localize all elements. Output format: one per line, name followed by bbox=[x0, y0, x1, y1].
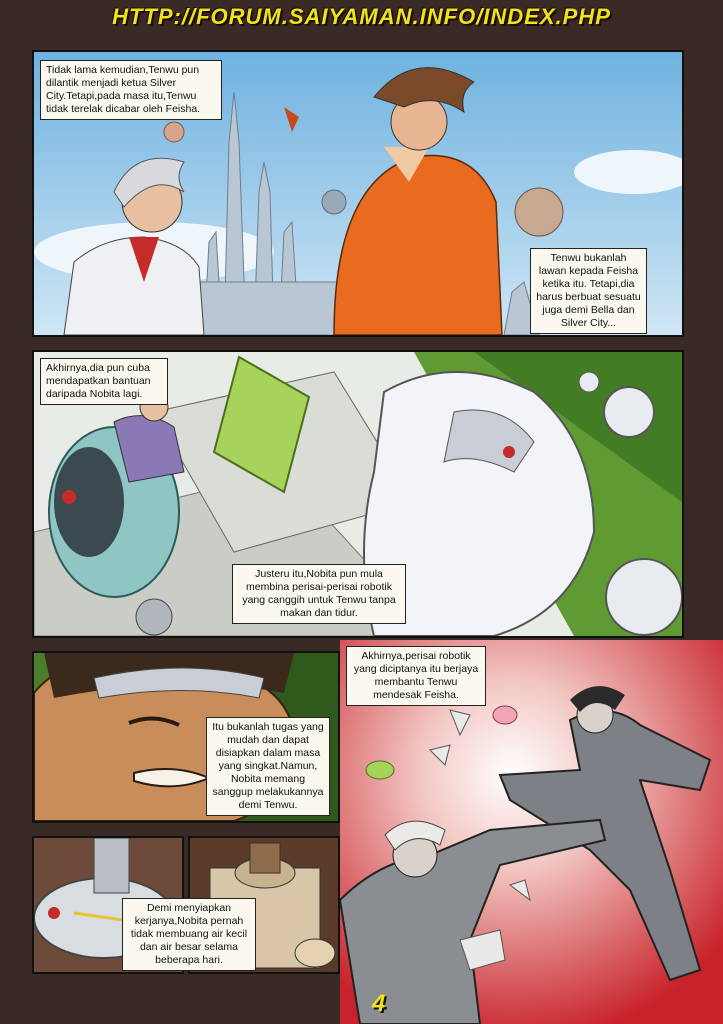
panel-3-face bbox=[32, 651, 340, 823]
panel-2-caption-bottom: Justeru itu,Nobita pun mula membina perisai-perisai robotik yang canggih untuk Tenwu tanpa makan dan tidur. bbox=[232, 564, 406, 624]
panel-1-caption-bottom: Tenwu bukanlah lawan kepada Feisha ketika itu. Tetapi,dia harus berbuat sesuatu juga demi Bella dan Silver City... bbox=[530, 248, 647, 334]
panel-2-caption-top: Akhirnya,dia pun cuba mendapatkan bantuan daripada Nobita lagi. bbox=[40, 358, 168, 405]
forum-url-watermark: HTTP://FORUM.SAIYAMAN.INFO/INDEX.PHP bbox=[112, 4, 611, 29]
panel-1 bbox=[32, 50, 684, 337]
panel-2 bbox=[32, 350, 684, 638]
panel-4-caption: Demi menyiapkan kerjanya,Nobita pernah tidak membuang air kecil dan air besar selama beberapa hari. bbox=[122, 898, 256, 971]
page-number: 4 bbox=[372, 990, 386, 1017]
panel-3-caption-top: Akhirnya,perisai robotik yang diciptanya itu berjaya membantu Tenwu mendesak Feisha. bbox=[346, 646, 486, 706]
panel-1-caption-top: Tidak lama kemudian,Tenwu pun dilantik menjadi ketua Silver City.Tetapi,pada masa itu,Tenwu tidak terelak dicabar oleh Feisha. bbox=[40, 60, 222, 120]
panel-3-battle bbox=[340, 640, 723, 1024]
panel-3-caption: Itu bukanlah tugas yang mudah dan dapat disiapkan dalam masa yang singkat.Namun, Nobita memang sanggup melakukannya demi Tenwu. bbox=[206, 717, 330, 816]
